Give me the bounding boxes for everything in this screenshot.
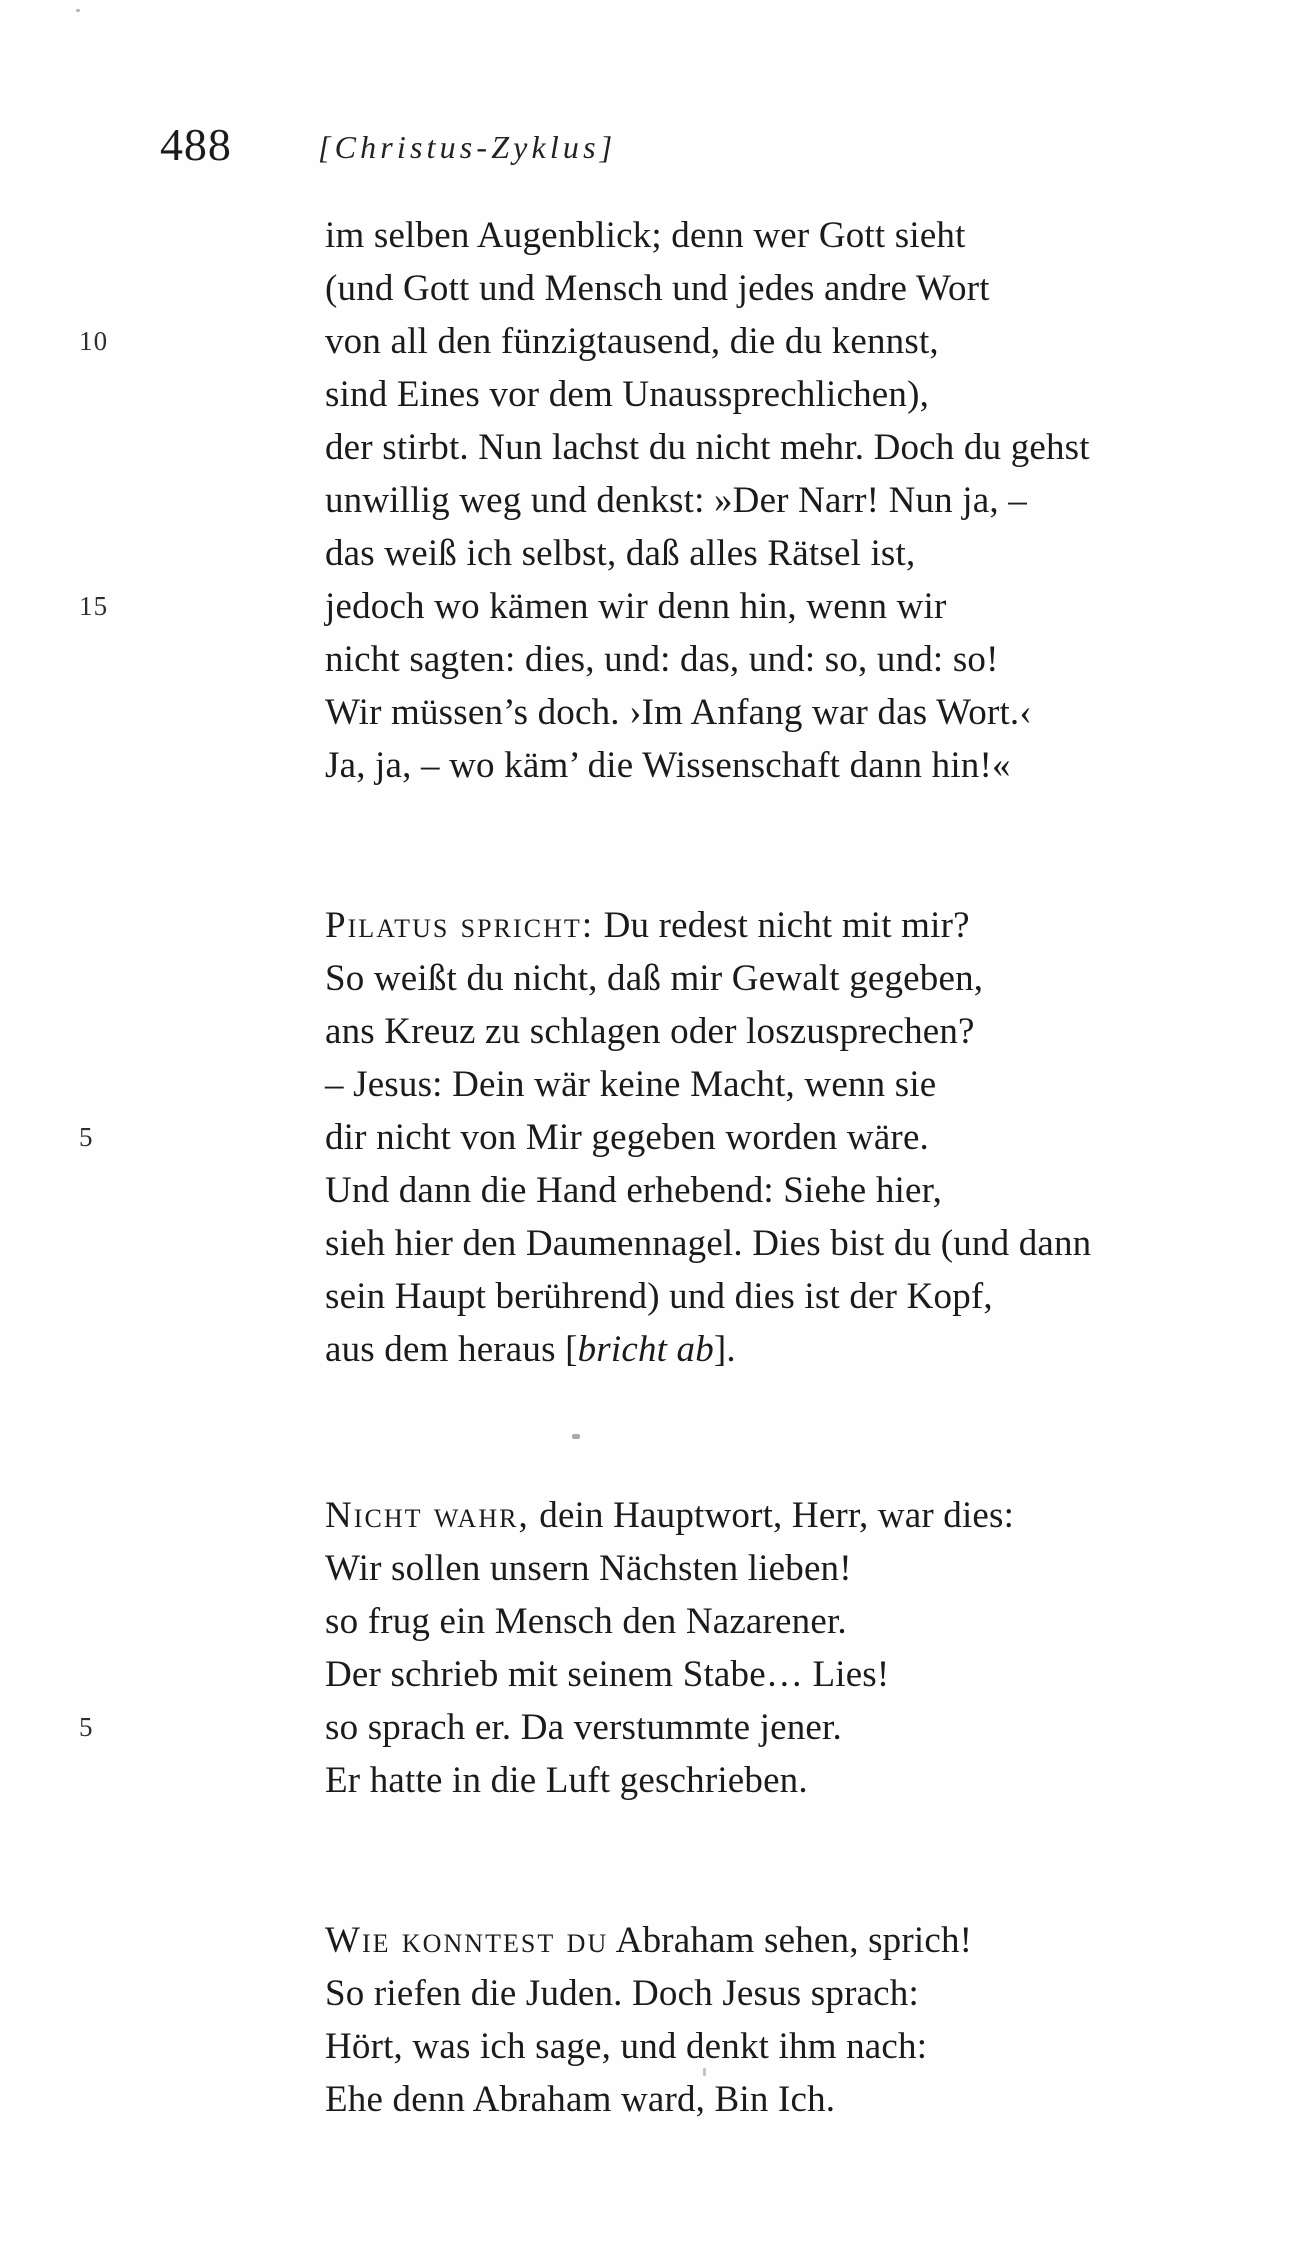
verse-line-number: 5 (79, 1712, 94, 1742)
poem-line (325, 1323, 1254, 1376)
text-segment: Wir müssen’s doch. ›Im Anfang war das Wort.‹ (325, 692, 1032, 733)
text-segment: im selben Augenblick; denn wer Gott sieht (325, 215, 966, 256)
text-segment: nicht sagten: dies, und: das, und: so, und: so! (325, 639, 999, 680)
poem-line (325, 1967, 1254, 2020)
text-segment: Abraham sehen, sprich! (608, 1920, 973, 1961)
poem-line (325, 1914, 1254, 1967)
poem-line (325, 1005, 1254, 1058)
verse-line-number: 10 (79, 326, 109, 356)
poem-line (325, 1701, 1254, 1754)
italic-segment: bricht ab (577, 1329, 714, 1370)
text-segment: Er hatte in die Luft geschrieben. (325, 1760, 808, 1801)
poem-line (325, 315, 1254, 368)
poem-stanza (325, 1489, 1254, 1807)
poem-line (325, 1648, 1254, 1701)
text-segment: Ehe denn Abraham ward, Bin Ich. (325, 2079, 836, 2120)
poem-line (325, 1058, 1254, 1111)
poem-line (325, 1217, 1254, 1270)
poem-line (325, 580, 1254, 633)
text-segment: So riefen die Juden. Doch Jesus sprach: (325, 1973, 919, 2014)
text-segment: sein Haupt berührend) und dies ist der Kopf, (325, 1276, 993, 1317)
text-segment: Der schrieb mit seinem Stabe… Lies! (325, 1654, 890, 1695)
text-segment: jedoch wo kämen wir denn hin, wenn wir (325, 586, 947, 627)
text-segment: so frug ein Mensch den Nazarener. (325, 1601, 847, 1642)
text-segment: dein Hauptwort, Herr, war dies: (529, 1495, 1015, 1536)
poem-stanza (325, 1914, 1254, 2126)
poem-line (325, 739, 1254, 792)
poem-line (325, 527, 1254, 580)
poem-line (325, 1542, 1254, 1595)
text-segment: von all den fünzigtausend, die du kennst, (325, 321, 939, 362)
text-segment: unwillig weg und denkst: »Der Narr! Nun ja, – (325, 480, 1027, 521)
poem-line (325, 1164, 1254, 1217)
poem-line (325, 1595, 1254, 1648)
text-segment: der stirbt. Nun lachst du nicht mehr. Doch du gehst (325, 427, 1090, 468)
scan-speck (572, 1434, 580, 1439)
text-segment: ]. (713, 1329, 736, 1370)
text-segment: Und dann die Hand erhebend: Siehe hier, (325, 1170, 943, 1211)
poem-line (325, 952, 1254, 1005)
poem-line (325, 1489, 1254, 1542)
poem-line (325, 899, 1254, 952)
page-number: 488 (160, 119, 232, 170)
text-segment: – Jesus: Dein wär keine Macht, wenn sie (325, 1064, 937, 1105)
poem-stanza (325, 209, 1254, 792)
poem-line (325, 421, 1254, 474)
smallcaps-segment: Pilatus spricht: (325, 905, 595, 946)
verse-line-number: 5 (79, 1122, 94, 1152)
text-segment: das weiß ich selbst, daß alles Rätsel ist, (325, 533, 916, 574)
poem-line (325, 633, 1254, 686)
poem-line (325, 1754, 1254, 1807)
poem-line (325, 1111, 1254, 1164)
text-segment: sind Eines vor dem Unaussprechlichen), (325, 374, 930, 415)
text-segment: dir nicht von Mir gegeben worden wäre. (325, 1117, 929, 1158)
text-segment: So weißt du nicht, daß mir Gewalt gegeben, (325, 958, 984, 999)
poem-line (325, 1270, 1254, 1323)
poem-line (325, 368, 1254, 421)
text-segment: ans Kreuz zu schlagen oder loszusprechen? (325, 1011, 975, 1052)
scan-speck (76, 9, 80, 12)
poem-line (325, 209, 1254, 262)
smallcaps-segment: Wie konntest du (325, 1920, 609, 1961)
text-segment: Hört, was ich sage, und denkt ihm nach: (325, 2026, 928, 2067)
poem-line (325, 2020, 1254, 2073)
text-segment: Ja, ja, – wo käm’ die Wissenschaft dann hin!« (325, 745, 1011, 786)
text-segment: sieh hier den Daumennagel. Dies bist du (und dann (325, 1223, 1092, 1264)
text-segment: (und Gott und Mensch und jedes andre Wort (325, 268, 990, 309)
text-segment: Du redest nicht mit mir? (594, 905, 970, 946)
verse-line-number: 15 (79, 591, 109, 621)
smallcaps-segment: Nicht wahr, (325, 1495, 530, 1536)
text-segment: aus dem heraus [ (325, 1329, 578, 1370)
poem-line (325, 262, 1254, 315)
text-segment: Wir sollen unsern Nächsten lieben! (325, 1548, 852, 1589)
text-segment: so sprach er. Da verstummte jener. (325, 1707, 842, 1748)
poem-stanza (325, 899, 1254, 1376)
poem-line (325, 474, 1254, 527)
poem-line (325, 2073, 1254, 2126)
poem-line (325, 686, 1254, 739)
running-header: [Christus-Zyklus] (318, 129, 617, 165)
